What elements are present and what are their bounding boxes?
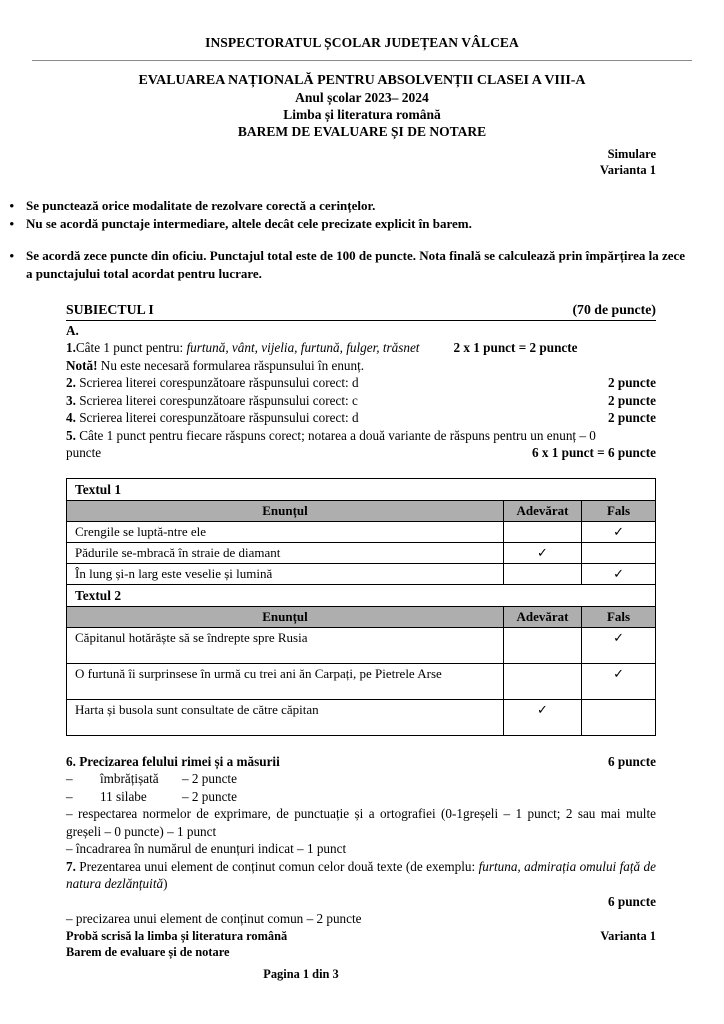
- subitem-value: – 2 puncte: [182, 788, 237, 804]
- section-label-textul-2: Textul 2: [67, 584, 656, 607]
- barem-item-6-header: [66, 753, 656, 771]
- item-6-number: 6.: [66, 753, 76, 769]
- subject-name: Limba și literatura română: [283, 107, 441, 122]
- adevarat-cell: ✓: [504, 542, 582, 563]
- statement-cell: În lung și-n larg este veselie și lumină: [67, 563, 504, 584]
- col-header-adevarat: Adevărat: [504, 607, 582, 628]
- item-1-answers: furtună, vânt, vijelia, furtună, fulger, trăsnet: [186, 340, 420, 355]
- barem-item-7: [66, 858, 656, 928]
- fals-cell: ✓: [582, 663, 656, 699]
- statement-cell: Căpitanul hotărăște să se îndrepte spre Rusia: [67, 627, 504, 663]
- subject-heading: [66, 301, 656, 321]
- item-3-points: 2 puncte: [608, 392, 656, 408]
- statement-cell: Pădurile se-mbracă în straie de diamant: [67, 542, 504, 563]
- item-7-points: 6 puncte: [608, 893, 656, 909]
- col-header-adevarat: Adevărat: [504, 501, 582, 522]
- item-2-points: 2 puncte: [608, 375, 656, 390]
- table-column-header-row: [67, 501, 656, 522]
- table-row: [67, 563, 656, 584]
- adevarat-cell: [504, 663, 582, 699]
- subject-points: (70 de puncte): [572, 302, 656, 317]
- item-3-number: 3.: [66, 392, 76, 408]
- table-row: [67, 627, 656, 663]
- item-6-extra-1: – respectarea normelor de exprimare, de punctuație și a ortografiei (0-1greșeli – 1 punct; 2 sau mai multe greșeli – 0 puncte) – 1 punct: [66, 806, 656, 839]
- subject-title: SUBIECTUL I: [66, 302, 154, 317]
- barem-item-1: [66, 339, 656, 357]
- item-6-extra-2: – încadrarea în numărul de enunțuri indicat – 1 punct: [66, 841, 347, 856]
- spacer: [0, 233, 724, 247]
- adevarat-cell: [504, 627, 582, 663]
- subitem-value: – 2 puncte: [182, 771, 237, 786]
- item-6-points: 6 puncte: [608, 753, 656, 769]
- item-4-points: 2 puncte: [608, 410, 656, 425]
- variant-label: Varianta 1: [599, 163, 656, 177]
- fals-cell: [582, 542, 656, 563]
- barem-item-3: [66, 392, 656, 410]
- note-body: Nu este necesară formularea răspunsului în enunț.: [97, 357, 365, 373]
- fals-cell: ✓: [582, 563, 656, 584]
- subitem-label: îmbrățișată: [100, 771, 159, 786]
- item-7-lead: Prezentarea unui element de conținut comun celor două texte (de exemplu:: [75, 858, 479, 874]
- item-1-points: 2 x 1 punct = 2 puncte: [453, 340, 578, 355]
- note-item: [0, 197, 724, 215]
- barem-item-4: [66, 409, 656, 427]
- item-5-body: Câte 1 punct pentru fiecare răspuns corect; notarea a două variante de răspuns pentru un enunț – 0: [79, 427, 596, 443]
- item-6-subitem: [66, 770, 656, 788]
- item-7-number: 7.: [66, 858, 76, 874]
- col-header-fals: Fals: [582, 607, 656, 628]
- item-5-line1: [66, 427, 656, 445]
- item-1-note: [66, 357, 656, 375]
- table-row: [67, 663, 656, 699]
- item-3-text: [66, 392, 358, 410]
- footer-top-row: [66, 928, 656, 944]
- document-type: BAREM DE EVALUARE ȘI DE NOTARE: [237, 124, 487, 139]
- item-4-text: [66, 409, 359, 427]
- statement-cell: O furtună îi surprinsese în urmă cu trei ani ăn Carpați, pe Pietrele Arse: [67, 663, 504, 699]
- header-divider: [32, 60, 692, 61]
- item-5-points: 6 x 1 punct = 6 puncte: [531, 445, 656, 460]
- grading-notes-list: [0, 197, 724, 283]
- truefalse-table: [66, 478, 656, 736]
- note-text: Se acordă zece puncte din oficiu. Punctajul total este de 100 de puncte. Nota finală se calculează prin împărțirea la zece a punctajului total acordat pentru lucrare.: [26, 248, 686, 281]
- barem-item-2: [66, 374, 656, 392]
- bullet-icon: •: [9, 198, 14, 213]
- item-2-body: Scrierea literei corespunzătoare răspunsului corect: d: [79, 375, 359, 390]
- note-text: Nu se acordă punctaje intermediare, altele decât cele precizate explicit în barem.: [26, 216, 472, 231]
- note-text: Se punctează orice modalitate de rezolvare corectă a cerințelor.: [26, 198, 376, 213]
- item-7-extra: – precizarea unui element de conținut comun – 2 puncte: [66, 911, 362, 926]
- item-2-number: 2.: [66, 375, 76, 390]
- footer-page-number: Pagina 1 din 3: [263, 967, 339, 981]
- page-footer: [66, 928, 656, 982]
- item-6-text: [66, 753, 280, 771]
- item-1-number: 1.: [66, 340, 76, 355]
- item-1-text: [66, 339, 419, 357]
- exam-title: EVALUAREA NAȚIONALĂ PENTRU ABSOLVENȚII CLASEI A VIII-A: [138, 73, 586, 88]
- col-header-enuntul: Enunțul: [67, 501, 504, 522]
- table-section-header-row: [67, 478, 656, 501]
- table-section-header-row: [67, 584, 656, 607]
- item-6-subitem: [66, 788, 656, 806]
- table-row: [67, 699, 656, 735]
- organization-title: INSPECTORATUL ȘCOLAR JUDEȚEAN VÂLCEA: [205, 35, 519, 50]
- item-4-body: Scrierea literei corespunzătoare răspunsului corect: d: [79, 410, 359, 425]
- fals-cell: ✓: [582, 627, 656, 663]
- adevarat-cell: [504, 563, 582, 584]
- statement-cell: Harta și busola sunt consultate de către căpitan: [67, 699, 504, 735]
- item-5-continuation: puncte: [66, 445, 102, 460]
- bullet-icon: •: [9, 248, 14, 263]
- lower-section: [66, 753, 656, 928]
- session-label: Simulare: [607, 147, 656, 161]
- note-label: Notă!: [66, 357, 98, 373]
- item-5-line2: [66, 444, 656, 462]
- col-header-enuntul: Enunțul: [67, 607, 504, 628]
- fals-cell: [582, 699, 656, 735]
- item-5-number: 5.: [66, 427, 76, 443]
- adevarat-cell: ✓: [504, 699, 582, 735]
- item-3-body: Scrierea literei corespunzătoare răspunsului corect: c: [79, 392, 358, 408]
- barem-item-5: [66, 427, 656, 462]
- section-label-textul-1: Textul 1: [67, 478, 656, 501]
- table-row: [67, 542, 656, 563]
- statement-cell: Crengile se luptă-ntre ele: [67, 521, 504, 542]
- dash-marker: –: [66, 788, 73, 804]
- note-item: [0, 247, 724, 283]
- item-7-tail: ): [163, 876, 168, 891]
- item-2-text: [66, 374, 359, 392]
- adevarat-cell: [504, 521, 582, 542]
- school-year: Anul școlar 2023– 2024: [295, 90, 429, 105]
- item-7-example: furtuna, admirația omului față de natura dezlănțuită: [66, 858, 656, 891]
- footer-exam-line: Probă scrisă la limba și literatura română: [66, 929, 288, 943]
- footer-variant: Varianta 1: [600, 929, 656, 943]
- truefalse-table-wrapper: [66, 478, 656, 736]
- footer-doc-line: Barem de evaluare și de notare: [66, 945, 230, 959]
- subitem-label: 11 silabe: [100, 788, 147, 804]
- item-7-points-row: [66, 893, 656, 911]
- fals-cell: ✓: [582, 521, 656, 542]
- table-column-header-row: [67, 607, 656, 628]
- bullet-icon: •: [9, 216, 14, 231]
- dash-marker: –: [66, 771, 73, 786]
- item-7-line1: [66, 858, 656, 893]
- session-variant-block: [0, 146, 724, 178]
- part-letter: A.: [66, 322, 79, 338]
- item-6-body: Precizarea felului rimei și a măsurii: [75, 753, 280, 769]
- item-1-lead: Câte 1 punct pentru:: [75, 340, 187, 355]
- item-4-number: 4.: [66, 410, 76, 425]
- table-row: [67, 521, 656, 542]
- exam-header-block: [0, 72, 724, 140]
- note-item: [0, 215, 724, 233]
- col-header-fals: Fals: [582, 501, 656, 522]
- main-content: [0, 301, 724, 928]
